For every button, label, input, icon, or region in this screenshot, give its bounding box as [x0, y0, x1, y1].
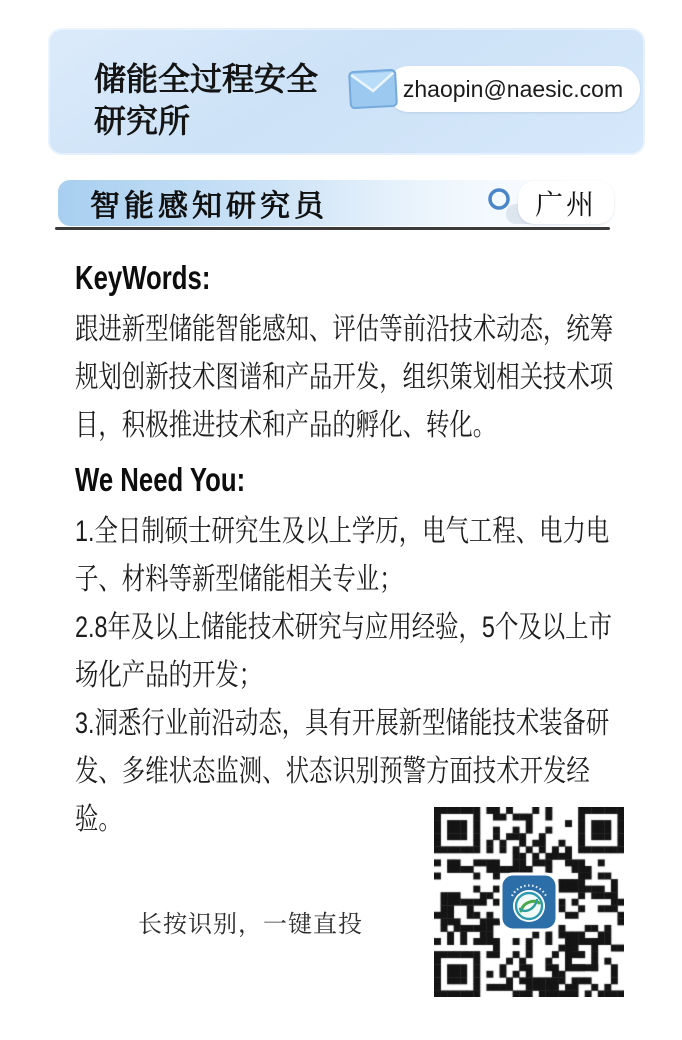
qr-code[interactable] — [434, 807, 624, 997]
email-pill[interactable] — [386, 66, 640, 112]
job-bar — [58, 180, 645, 226]
requirements-heading: We Need You: — [75, 461, 246, 498]
divider-line — [55, 227, 610, 230]
requirement-item: 1.全日制硕士研究生及以上学历，电气工程、电力电子、材料等新型储能相关专业； — [75, 515, 610, 596]
org-name: 储能全过程安全研究所 — [94, 61, 319, 139]
location-pill — [518, 181, 614, 224]
keywords-heading: KeyWords: — [75, 259, 211, 296]
job-title: 智能感知研究员 — [90, 190, 328, 223]
requirement-item: 2.8年及以上储能技术研究与应用经验，5个及以上市场化产品的开发； — [75, 611, 612, 692]
envelope-icon — [347, 67, 399, 112]
requirements-section — [75, 458, 682, 844]
header-card — [48, 28, 645, 155]
email-text: zhaopin@naesic.com — [402, 75, 624, 102]
requirement-item: 3.洞悉行业前沿动态，具有开展新型储能技术装备研发、多维状态监测、状态识别预警方面技术开发经验。 — [75, 707, 610, 836]
cta-text: 长按识别，一键直投 — [138, 911, 363, 938]
keywords-text: 跟进新型储能智能感知、评估等前沿技术动态，统筹规划创新技术图谱和产品开发，组织策划相关技术项目，积极推进技术和产品的孵化、转化。 — [75, 313, 614, 442]
email-group — [348, 66, 640, 112]
keywords-section — [75, 256, 682, 450]
qr-center-logo — [499, 872, 559, 932]
location-label: 广州 — [534, 188, 597, 220]
